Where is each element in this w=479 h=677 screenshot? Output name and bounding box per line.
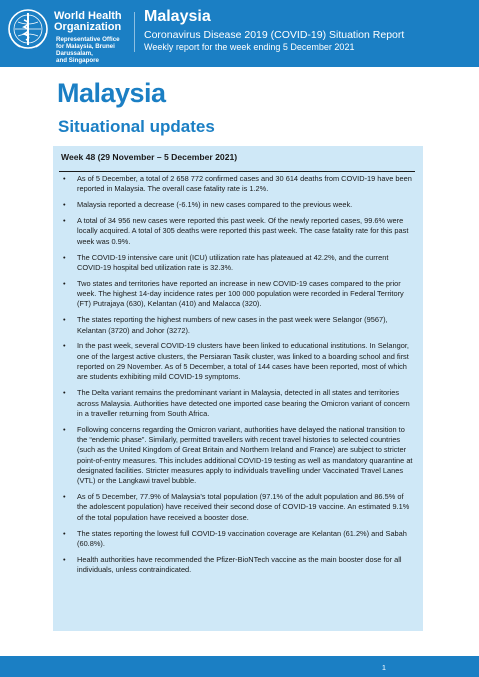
bullet-dot-icon: • [63,278,66,288]
who-emblem-icon [6,7,50,51]
bullet-text: The states reporting the lowest full COVID-19 vaccination coverage are Kelantan (61.2%) and Sabah (60.8%). [77,528,407,548]
bullet-dot-icon: • [63,424,66,434]
section-title: Situational updates [58,117,215,136]
bullet-dot-icon: • [63,216,66,226]
bullet-text: The states reporting the highest numbers of new cases in the past week were Selangor (9567), Kelantan (3720) and Johor (3272). [77,315,388,335]
bullet-dot-icon: • [63,554,66,564]
header-subtitle: Coronavirus Disease 2019 (COVID-19) Situation Report [144,29,405,41]
page-number: 1 [381,663,386,672]
bullet-text: As of 5 December, 77.9% of Malaysia’s total population (97.1% of the adult population and 86.5% of the adolescent population) have received their second dose of COVID-19 vaccine. An estimated 9.1% of the total population have received a booster dose. [77,492,410,522]
header-week-label: Weekly report for the week ending 5 December 2021 [144,42,355,52]
who-office-name [56,36,142,64]
who-office-line2: for Malaysia, Brunei Darussalam, [56,43,115,57]
who-org-line2: Organization [54,21,122,33]
bullet-text: The Delta variant remains the predominant variant in Malaysia, detected in all states and territories across Malaysia. Authorities have detected one imported case bearing the Omicron variant of concern in a traveller returning from South Africa. [77,388,410,418]
bullet-text: In the past week, several COVID-19 clusters have been linked to educational institutions. In Selangor, one of the largest active clusters, the Persiaran Tasik cluster, was linked to a boarding school and first reported on 29 November. As of 5 December, a total of 144 cases have been reported, most of which are students exhibiting mild COVID-19 symptoms. [77,341,409,382]
who-org-line1: World Health [54,10,122,22]
bullet-item [53,315,423,336]
page-title: Malaysia [57,78,166,108]
bullet-dot-icon: • [63,388,66,398]
footer-bar [0,656,479,677]
bullet-dot-icon: • [63,341,66,351]
bullet-item [53,529,423,550]
heading-divider [59,171,415,172]
bullet-text: Two states and territories have reported an increase in new COVID-19 cases compared to the prior week. The highest 14-day incidence rates per 100 000 population were recorded in Federal Territory (FT) Putrajaya (630), Kelantan (410) and Malacca (320). [77,278,404,309]
bullet-dot-icon: • [63,200,66,210]
bullet-dot-icon: • [63,528,66,538]
bullet-item [53,216,423,247]
bullet-item [53,388,423,419]
bullet-text: Following concerns regarding the Omicron variant, authorities have delayed the national transition to the “endemic phase”. Similarly, permitted travellers with recent travel histories to selected countries (such as the United Kingdom of Great Britain and Northern Ireland and France) are subject to stricter point-of-entry measures. This includes additional COVID-19 testing as well as mandatory quarantine at designated facilities. Stricter measures apply to individuals travelling under Vaccinated Travel Lanes (VTL) or the Langkawi travel bubble. [77,424,413,486]
bullet-item [53,174,423,195]
bullet-text: The COVID-19 intensive care unit (ICU) utilization rate has plateaued at 42.2%, and the current COVID-19 hospital bed utilization rate is 32.3%. [77,252,389,272]
header-divider [134,12,135,52]
bullet-dot-icon: • [63,492,66,502]
bullet-text: Health authorities have recommended the Pfizer-BioNTech vaccine as the main booster dose for all individuals, unless contraindicated. [77,554,402,575]
report-header [0,0,479,67]
bullet-item [53,425,423,487]
bullet-dot-icon: • [63,252,66,262]
who-office-line3: and Singapore [56,57,99,64]
bullet-dot-icon: • [63,174,66,183]
bullet-dot-icon: • [63,315,66,325]
bullet-text: Malaysia reported a decrease (-6.1%) in new cases compared to the previous week. [77,200,353,210]
who-office-line1: Representative Office [56,36,120,43]
bullet-item [53,555,423,576]
bullet-item [53,279,423,310]
who-org-name [54,11,140,33]
week-heading: Week 48 (29 November – 5 December 2021) [61,152,238,162]
bullet-item [53,253,423,274]
bullet-text: As of 5 December, a total of 2 658 772 confirmed cases and 30 614 deaths from COVID-19 have been reported in Malaysia. The overall case fatality rate is 1.2%. [77,174,412,194]
bullet-item [53,492,423,523]
situational-updates-box [53,146,423,631]
bullet-text: A total of 34 956 new cases were reported this past week. Of the newly reported cases, 99.6% were locally acquired. A total of 305 deaths were reported this past week. The case fatality rate for this past week was 0.9%. [77,216,409,246]
bullet-item [53,341,423,382]
header-title: Malaysia [144,8,211,25]
bullet-list [53,174,423,581]
bullet-item [53,200,423,210]
